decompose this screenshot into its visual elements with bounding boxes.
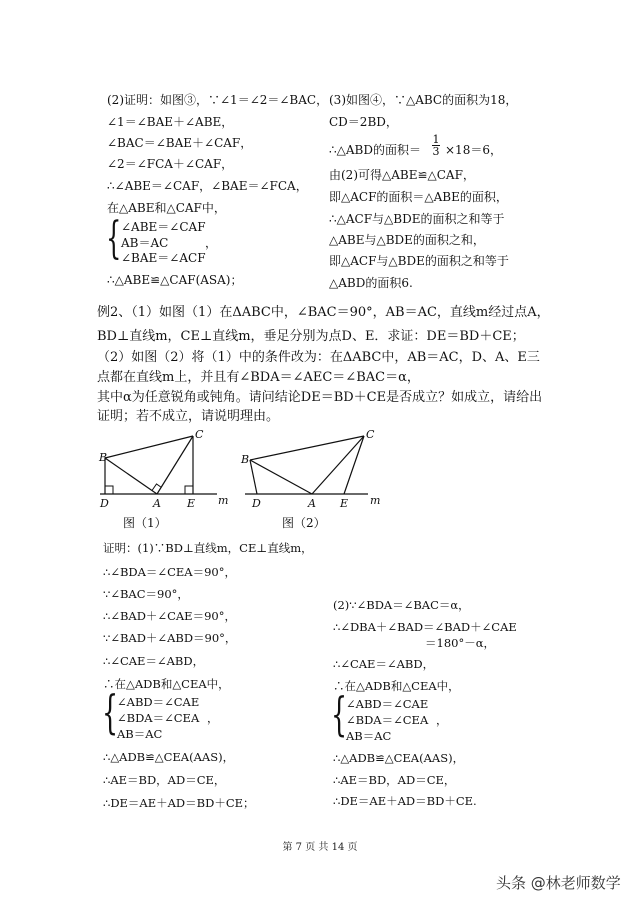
- proof1-line-6: ∴∠CAE＝∠ABD，: [103, 654, 205, 668]
- fig1-label-d: D: [100, 497, 109, 510]
- proof1-system-tail: ，: [207, 711, 219, 725]
- fig2-label-a: A: [308, 497, 316, 510]
- right-proof-line-3-pre: ∴△ABD的面积＝: [329, 143, 421, 157]
- fraction-numerator: 1: [432, 133, 440, 146]
- right-proof-line-4: 由(2)可得△ABE≌△CAF，: [329, 168, 475, 182]
- proof1-line-3: ∵∠BAC＝90°，: [103, 587, 189, 601]
- left-proof-line-4: ∠2＝∠FCA＋∠CAF，: [107, 157, 234, 171]
- left-proof-conclusion: ∴△ABE≌△CAF(ASA)；: [107, 273, 243, 287]
- proof2-line-1: (2)∵∠BDA＝∠BAC＝α，: [333, 598, 470, 612]
- proof1-line-1: 证明：(1)∵BD⊥直线m，CE⊥直线m，: [103, 541, 313, 555]
- example2-line-3: （2）如图（2）将（1）中的条件改为：在ΔABC中，AB＝AC，D、A、E三: [97, 350, 540, 365]
- fig1-label-m: m: [218, 494, 229, 507]
- proof1-line-7: ∴在△ADB和△CEA中，: [103, 677, 230, 691]
- proof2-system-3: AB＝AC: [346, 729, 392, 743]
- fig1-label-a: A: [153, 497, 161, 510]
- proof1-line-5: ∵∠BAD＋∠ABD＝90°，: [103, 631, 237, 645]
- right-proof-line-3-post: ×18＝6，: [445, 143, 502, 157]
- proof2-system-1: ∠ABD＝∠CAE: [346, 697, 429, 711]
- proof2-system-2: ∠BDA＝∠CEA: [346, 713, 429, 727]
- left-proof-system-3: ∠BAE＝∠ACF: [121, 251, 206, 265]
- fig2-label-c: C: [366, 428, 375, 441]
- proof1-line-8: ∴△ADB≌△CEA(AAS)，: [103, 750, 235, 764]
- fig2-label-b: B: [241, 453, 250, 466]
- right-proof-line-2: CD＝2BD，: [329, 115, 398, 129]
- fig1-label-e: E: [187, 497, 196, 510]
- left-proof-system-2: AB＝AC: [121, 236, 169, 250]
- right-proof-line-1: (3)如图④，∵△ABC的面积为18，: [329, 93, 518, 107]
- example2-line-1: 例2、（1）如图（1）在ΔABC中，∠BAC＝90°，AB＝AC，直线m经过点A，: [97, 305, 550, 320]
- fig2-label-d: D: [252, 497, 261, 510]
- example2-line-4: 点都在直线m上，并且有∠BDA＝∠AEC＝∠BAC＝α，: [97, 370, 420, 385]
- example2-line-2: BD⊥直线m，CE⊥直线m，垂足分别为点D、E．求证：DE＝BD＋CE；: [97, 329, 525, 344]
- right-proof-line-9: △ABD的面积6.: [329, 276, 413, 290]
- fig1-segment-bc: [105, 436, 193, 458]
- proof1-system-3: AB＝AC: [117, 727, 163, 741]
- watermark-text: 头条 @林老师数学: [496, 874, 621, 892]
- proof2-line-4: ∴∠CAE＝∠ABD，: [333, 657, 435, 671]
- proof1-system-2: ∠BDA＝∠CEA: [117, 711, 200, 725]
- left-proof-brace: {: [106, 213, 122, 264]
- right-proof-line-7: △ABE与△BDE的面积之和，: [329, 233, 485, 247]
- proof2-system-tail: ，: [436, 713, 448, 727]
- fig2-caption: 图（2）: [282, 516, 326, 530]
- proof2-line-3: ＝180°－α，: [425, 636, 495, 650]
- fig1-label-b: B: [99, 451, 108, 464]
- left-proof-line-5: ∴∠ABE＝∠CAF，∠BAE＝∠FCA，: [107, 179, 308, 193]
- proof2-line-6: ∴△ADB≌△CEA(AAS)，: [333, 751, 465, 765]
- proof2-line-2: ∴∠DBA＋∠BAD＝∠BAD＋∠CAE: [333, 620, 517, 634]
- fig2-segment-bc: [250, 436, 364, 460]
- proof1-line-2: ∴∠BDA＝∠CEA＝90°，: [103, 565, 236, 579]
- fig1-right-angle-e: [185, 486, 193, 494]
- proof1-line-9: ∴AE＝BD，AD＝CE，: [103, 773, 226, 787]
- right-proof-line-8: 即△ACF与△BDE的面积之和等于: [329, 254, 509, 268]
- example2-line-6: 证明；若不成立，请说明理由。: [97, 409, 280, 424]
- left-proof-line-3: ∠BAC＝∠BAE＋∠CAF，: [107, 136, 253, 150]
- example2-line-5: 其中α为任意锐角或钝角。请问结论DE＝BD＋CE是否成立？如成立，请给出: [97, 390, 543, 405]
- proof2-brace: {: [331, 687, 348, 741]
- fig2-label-e: E: [340, 497, 349, 510]
- proof2-line-5: ∴在△ADB和△CEA中，: [333, 679, 460, 693]
- left-proof-line-6: 在△ABE和△CAF中，: [107, 201, 226, 215]
- fig2-label-m: m: [370, 494, 381, 507]
- left-proof-line-1: (2)证明：如图③，∵∠1＝∠2＝∠BAC，: [107, 93, 329, 107]
- left-proof-line-2: ∠1＝∠BAE＋∠ABE，: [107, 115, 234, 129]
- proof1-brace: {: [102, 685, 119, 739]
- fig1-label-c: C: [195, 428, 204, 441]
- right-proof-fraction: [430, 134, 442, 157]
- fig2-segment-ce: [344, 436, 364, 494]
- figure-2: [240, 420, 400, 540]
- left-proof-system-1: ∠ABE＝∠CAF: [121, 220, 206, 234]
- right-proof-line-5: 即△ACF的面积＝△ABE的面积，: [329, 190, 508, 204]
- fig2-segment-ba: [250, 460, 312, 494]
- proof2-line-8: ∴DE＝AE＋AD＝BD＋CE.: [333, 794, 477, 808]
- fig1-segment-ac: [157, 436, 193, 494]
- figure-1: [95, 420, 245, 540]
- proof1-system-1: ∠ABD＝∠CAE: [117, 695, 200, 709]
- fig1-right-angle-d: [105, 486, 113, 494]
- fraction-denominator: 3: [432, 145, 440, 158]
- left-proof-system-tail: ，: [205, 236, 218, 250]
- right-proof-line-6: ∴△ACF与△BDE的面积之和等于: [329, 212, 505, 226]
- fig1-caption: 图（1）: [123, 516, 167, 530]
- fig2-segment-bd: [250, 460, 257, 494]
- proof1-line-10: ∴DE＝AE＋AD＝BD＋CE；: [103, 796, 255, 810]
- proof1-line-4: ∴∠BAD＋∠CAE＝90°，: [103, 609, 236, 623]
- page-footer: 第 7 页 共 14 页: [282, 842, 358, 853]
- proof2-line-7: ∴AE＝BD，AD＝CE，: [333, 773, 456, 787]
